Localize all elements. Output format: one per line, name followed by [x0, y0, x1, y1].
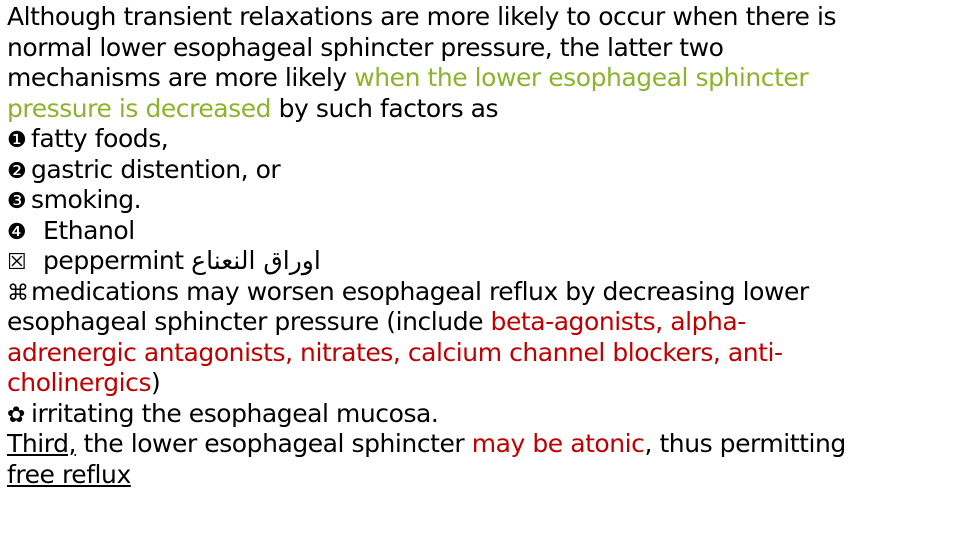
number-two-icon: ❷ [7, 158, 27, 184]
drug-list-text: adrenergic antagonists, nitrates, calcium channel blockers, anti- [7, 337, 783, 367]
intro-text: by such factors as [271, 93, 499, 123]
medications-line-1 [7, 277, 952, 308]
intro-text: mechanisms are more likely [7, 63, 355, 92]
number-four-icon: ❹ [7, 219, 27, 245]
factor-text: Ethanol [43, 215, 135, 245]
medications-text: esophageal sphincter pressure (include [7, 307, 491, 336]
number-one-icon: ❶ [7, 128, 27, 153]
factor-text: fatty foods, [31, 124, 169, 153]
medications-text: ) [151, 368, 161, 397]
factor-item [7, 216, 952, 247]
medications-line-4 [7, 368, 952, 399]
third-cut-text: free reflux [7, 459, 131, 489]
irritating-text: irritating the esophageal mucosa. [31, 398, 439, 428]
slide-body [7, 2, 952, 490]
command-icon: ⌘ [7, 280, 29, 306]
number-three-icon: ❸ [7, 189, 27, 214]
intro-line-3 [7, 63, 952, 94]
third-label: Third, [7, 429, 77, 458]
factor-item [7, 124, 952, 155]
irritating-line [7, 399, 952, 430]
medications-line-2 [7, 307, 952, 338]
medications-text: medications may worsen esophageal reflux by decreasing lower [31, 276, 809, 306]
flower-icon: ✿ [7, 402, 25, 428]
third-line [7, 429, 952, 460]
factor-text: smoking. [31, 185, 142, 214]
arabic-text: اوراق النعناع [191, 246, 321, 275]
intro-line-1 [7, 2, 952, 33]
highlight-text: when the lower esophageal sphincter [354, 63, 809, 92]
drug-list-text: beta-agonists, alpha- [490, 307, 746, 336]
drug-list-text: cholinergics [7, 368, 152, 397]
factor-item [7, 185, 952, 216]
intro-text: normal lower esophageal sphincter pressure, the latter two [7, 32, 724, 62]
highlight-red-text: may be atonic [471, 429, 645, 458]
highlight-text: pressure is decreased [7, 93, 272, 123]
factor-text: gastric distention, or [31, 154, 281, 184]
medications-line-3 [7, 338, 952, 369]
third-text: , thus permitting [644, 429, 846, 458]
checkbox-icon: ☒ [7, 250, 27, 275]
factor-item [7, 246, 952, 277]
factor-item [7, 155, 952, 186]
third-line-cut [7, 460, 952, 490]
factor-text: peppermint [43, 246, 184, 275]
intro-line-2 [7, 33, 952, 64]
intro-line-4 [7, 94, 952, 125]
third-text: the lower esophageal sphincter [76, 429, 472, 458]
intro-text: Although transient relaxations are more likely to occur when there is [7, 2, 837, 31]
